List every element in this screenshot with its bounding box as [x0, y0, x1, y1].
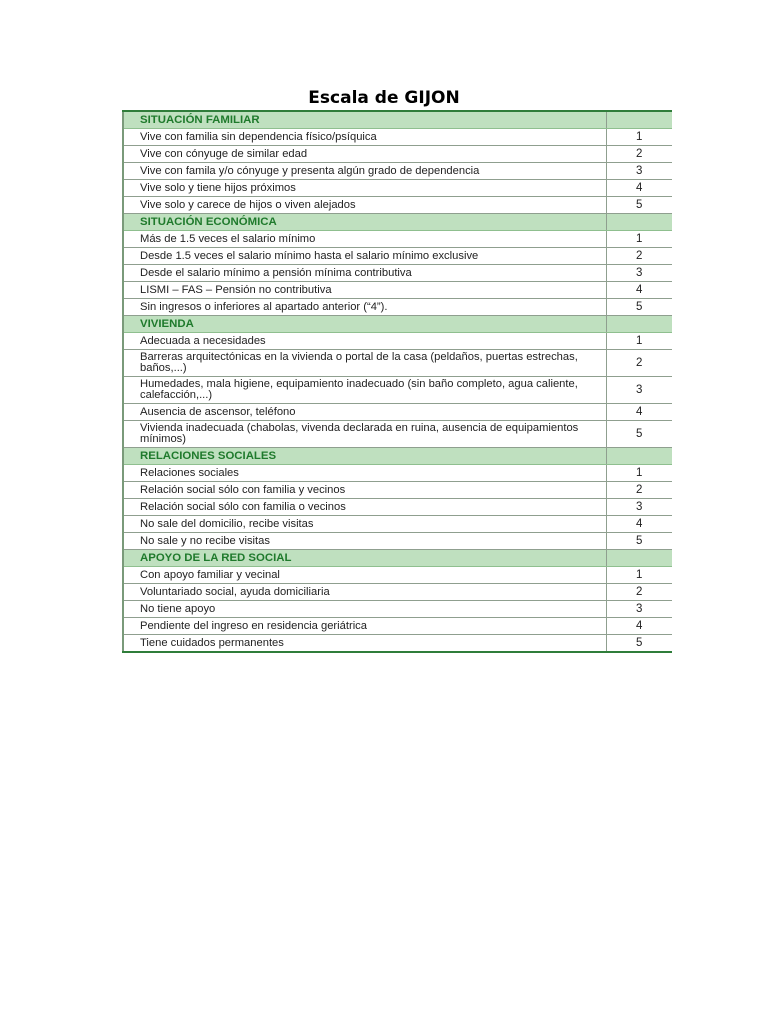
table-row — [123, 129, 672, 146]
section-header: VIVIENDA — [123, 316, 606, 333]
section-header-score-cell — [606, 111, 672, 129]
item-score: 2 — [606, 482, 672, 499]
item-score: 4 — [606, 404, 672, 421]
item-score: 1 — [606, 333, 672, 350]
table-row — [123, 635, 672, 653]
item-description: Ausencia de ascensor, teléfono — [123, 404, 606, 421]
item-score: 3 — [606, 499, 672, 516]
table-row — [123, 404, 672, 421]
gijon-scale-table — [122, 110, 672, 653]
item-description: Vive con familia sin dependencia físico/psíquica — [123, 129, 606, 146]
item-score: 3 — [606, 163, 672, 180]
item-description: Vive con famila y/o cónyuge y presenta algún grado de dependencia — [123, 163, 606, 180]
section-header-row — [123, 214, 672, 231]
table-row — [123, 465, 672, 482]
section-header: SITUACIÓN FAMILIAR — [123, 111, 606, 129]
item-score: 5 — [606, 299, 672, 316]
section-header-score-cell — [606, 550, 672, 567]
page-title: Escala de GIJON — [308, 88, 460, 108]
item-score: 3 — [606, 377, 672, 404]
section-header: APOYO DE LA RED SOCIAL — [123, 550, 606, 567]
item-score: 5 — [606, 197, 672, 214]
table-body — [123, 111, 672, 652]
table-row — [123, 377, 672, 404]
item-score: 1 — [606, 129, 672, 146]
item-description: Relación social sólo con familia y vecinos — [123, 482, 606, 499]
section-header-row — [123, 316, 672, 333]
table-row — [123, 231, 672, 248]
item-description: Desde el salario mínimo a pensión mínima contributiva — [123, 265, 606, 282]
item-score: 1 — [606, 231, 672, 248]
item-score: 4 — [606, 282, 672, 299]
table-row — [123, 248, 672, 265]
item-score: 4 — [606, 516, 672, 533]
item-description: No tiene apoyo — [123, 601, 606, 618]
item-score: 2 — [606, 584, 672, 601]
table-row — [123, 482, 672, 499]
item-description: Desde 1.5 veces el salario mínimo hasta el salario mínimo exclusive — [123, 248, 606, 265]
table-row — [123, 197, 672, 214]
item-description: Voluntariado social, ayuda domiciliaria — [123, 584, 606, 601]
table-row — [123, 282, 672, 299]
section-header: RELACIONES SOCIALES — [123, 448, 606, 465]
item-description: Con apoyo familiar y vecinal — [123, 567, 606, 584]
section-header-score-cell — [606, 316, 672, 333]
table-row — [123, 180, 672, 197]
item-description: Adecuada a necesidades — [123, 333, 606, 350]
section-header: SITUACIÓN ECONÓMICA — [123, 214, 606, 231]
table-row — [123, 601, 672, 618]
item-score: 4 — [606, 618, 672, 635]
section-header-score-cell — [606, 448, 672, 465]
table-row — [123, 499, 672, 516]
item-description: Vive solo y tiene hijos próximos — [123, 180, 606, 197]
item-description: Más de 1.5 veces el salario mínimo — [123, 231, 606, 248]
section-header-row — [123, 550, 672, 567]
item-score: 4 — [606, 180, 672, 197]
item-score: 2 — [606, 350, 672, 377]
item-description: Relaciones sociales — [123, 465, 606, 482]
item-score: 1 — [606, 567, 672, 584]
item-description: No sale del domicilio, recibe visitas — [123, 516, 606, 533]
table-row — [123, 421, 672, 448]
item-score: 5 — [606, 421, 672, 448]
item-score: 5 — [606, 635, 672, 653]
table-row — [123, 618, 672, 635]
table-row — [123, 265, 672, 282]
item-description: Tiene cuidados permanentes — [123, 635, 606, 653]
item-score: 2 — [606, 146, 672, 163]
item-description: Pendiente del ingreso en residencia geriátrica — [123, 618, 606, 635]
item-description: Barreras arquitectónicas en la vivienda o portal de la casa (peldaños, puertas estrechas, baños,...) — [123, 350, 606, 377]
table-row — [123, 163, 672, 180]
section-header-row — [123, 111, 672, 129]
item-description: Vive con cónyuge de similar edad — [123, 146, 606, 163]
item-score: 3 — [606, 265, 672, 282]
table-row — [123, 146, 672, 163]
item-description: No sale y no recibe visitas — [123, 533, 606, 550]
item-score: 2 — [606, 248, 672, 265]
section-header-score-cell — [606, 214, 672, 231]
table-row — [123, 350, 672, 377]
table-row — [123, 584, 672, 601]
item-description: Vivienda inadecuada (chabolas, vivenda declarada en ruina, ausencia de equipamientos mínimos) — [123, 421, 606, 448]
item-description: Sin ingresos o inferiores al apartado anterior (“4”). — [123, 299, 606, 316]
table-row — [123, 567, 672, 584]
table-row — [123, 516, 672, 533]
item-description: Humedades, mala higiene, equipamiento inadecuado (sin baño completo, agua caliente, calefacción,...) — [123, 377, 606, 404]
item-score: 3 — [606, 601, 672, 618]
table-row — [123, 533, 672, 550]
table-row — [123, 299, 672, 316]
item-score: 5 — [606, 533, 672, 550]
item-description: Relación social sólo con familia o vecinos — [123, 499, 606, 516]
item-description: Vive solo y carece de hijos o viven alejados — [123, 197, 606, 214]
item-description: LISMI – FAS – Pensión no contributiva — [123, 282, 606, 299]
table-row — [123, 333, 672, 350]
item-score: 1 — [606, 465, 672, 482]
section-header-row — [123, 448, 672, 465]
